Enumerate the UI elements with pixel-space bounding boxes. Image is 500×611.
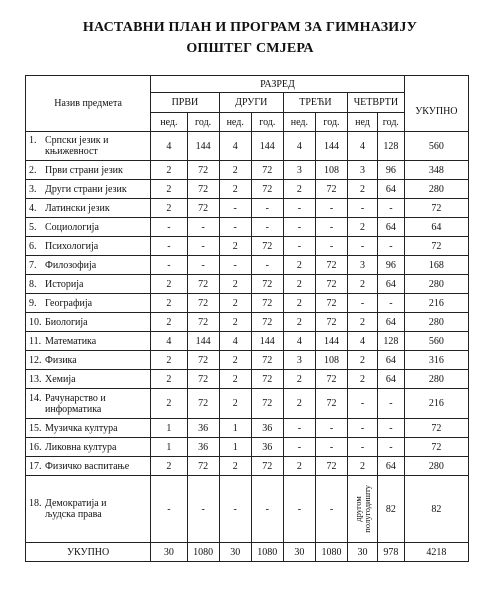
subject-number: 13.: [29, 373, 42, 385]
table-row: [26, 419, 469, 438]
value-cell: 4: [348, 132, 378, 161]
value-cell: 3: [348, 256, 378, 275]
total-row: [26, 543, 469, 562]
value-cell: 72: [187, 199, 219, 218]
value-cell: 72: [187, 313, 219, 332]
value-cell: -: [251, 218, 283, 237]
semester-note: [354, 485, 372, 533]
value-cell: 2: [219, 370, 251, 389]
subject-cell: [26, 294, 151, 313]
subject-name: Математика: [45, 335, 97, 347]
table-row: [26, 218, 469, 237]
subject-name: Српски језик и књижевност: [45, 135, 109, 157]
value-cell: 72: [315, 256, 347, 275]
subject-cell: [26, 370, 151, 389]
year-1-header: ПРВИ: [151, 93, 219, 113]
value-cell: -: [251, 199, 283, 218]
subject-name: Демократија и људска права: [45, 498, 107, 520]
total-value-cell: 30: [283, 543, 315, 562]
value-cell: 2: [283, 256, 315, 275]
value-cell: -: [348, 199, 378, 218]
subject-cell: [26, 256, 151, 275]
value-cell: -: [219, 199, 251, 218]
total-cell: 82: [404, 476, 468, 543]
subject-cell: [26, 457, 151, 476]
value-cell: 64: [377, 180, 404, 199]
value-cell: 2: [283, 457, 315, 476]
value-cell: 144: [251, 132, 283, 161]
value-cell: -: [151, 218, 187, 237]
table-row: [26, 438, 469, 457]
total-header: УКУПНО: [404, 93, 468, 132]
value-cell: 2: [151, 457, 187, 476]
value-cell: 108: [315, 351, 347, 370]
total-value-cell: 30: [151, 543, 187, 562]
value-cell: 72: [251, 370, 283, 389]
value-cell: 144: [315, 132, 347, 161]
value-cell: -: [348, 438, 378, 457]
table-row: [26, 161, 469, 180]
table-row: [26, 256, 469, 275]
value-cell: 144: [315, 332, 347, 351]
value-cell: 64: [377, 351, 404, 370]
value-cell: -: [283, 237, 315, 256]
value-cell: 2: [151, 199, 187, 218]
subject-cell: [26, 476, 151, 543]
value-cell: -: [377, 438, 404, 457]
value-cell: -: [187, 237, 219, 256]
subject-number: 16.: [29, 441, 42, 453]
page-subtitle: ОПШТЕГ СМЈЕРА: [186, 41, 314, 56]
value-cell: 2: [219, 275, 251, 294]
value-cell: 72: [251, 237, 283, 256]
value-cell: 72: [251, 389, 283, 419]
value-cell: 2: [219, 457, 251, 476]
value-cell: 36: [251, 419, 283, 438]
table-row: [26, 294, 469, 313]
value-cell: 144: [251, 332, 283, 351]
subject-name: Географија: [45, 297, 93, 309]
value-cell: 2: [219, 237, 251, 256]
value-cell: -: [315, 476, 347, 543]
yearly-subheader: год.: [187, 113, 219, 132]
subject-name: Рачунарство и информатика: [45, 392, 106, 415]
value-cell: -: [377, 389, 404, 419]
subject-cell: [26, 389, 151, 419]
subject-cell: [26, 438, 151, 457]
value-cell: 96: [377, 256, 404, 275]
value-cell: 1: [151, 419, 187, 438]
total-cell: 72: [404, 199, 468, 218]
subject-number: 15.: [29, 422, 42, 434]
subject-number: 5.: [29, 221, 37, 233]
value-cell: 72: [251, 457, 283, 476]
value-cell: -: [315, 218, 347, 237]
value-cell: 2: [151, 370, 187, 389]
value-cell: -: [315, 237, 347, 256]
yearly-subheader: год.: [251, 113, 283, 132]
subject-cell: [26, 351, 151, 370]
subject-number: 18.: [29, 498, 42, 509]
subject-cell: [26, 218, 151, 237]
value-cell: 4: [151, 332, 187, 351]
subject-cell: [26, 237, 151, 256]
total-cell: 316: [404, 351, 468, 370]
value-cell: 2: [283, 370, 315, 389]
value-cell: 2: [348, 275, 378, 294]
subject-cell: [26, 132, 151, 161]
value-cell: 2: [348, 313, 378, 332]
table-row: [26, 476, 469, 543]
value-cell: 2: [348, 351, 378, 370]
total-value-cell: 30: [219, 543, 251, 562]
value-cell: 64: [377, 275, 404, 294]
subject-name: Ликовна култура: [45, 441, 117, 453]
year-4-header: ЧЕТВРТИ: [348, 93, 405, 113]
value-cell: 2: [348, 218, 378, 237]
value-cell: 2: [219, 351, 251, 370]
value-cell: -: [348, 294, 378, 313]
table-row: [26, 332, 469, 351]
value-cell: -: [377, 237, 404, 256]
subject-number: 2.: [29, 164, 37, 176]
subject-name: Други страни језик: [45, 183, 127, 195]
value-cell: -: [348, 389, 378, 419]
subject-cell: [26, 161, 151, 180]
value-cell: 64: [377, 313, 404, 332]
value-cell: 2: [283, 389, 315, 419]
total-cell: 72: [404, 419, 468, 438]
table-row: [26, 313, 469, 332]
weekly-subheader: нед.: [151, 113, 187, 132]
value-cell: -: [219, 256, 251, 275]
table-row: [26, 351, 469, 370]
value-cell: 3: [283, 351, 315, 370]
table-row: [26, 389, 469, 419]
total-value-cell: 1080: [187, 543, 219, 562]
value-cell: 3: [348, 161, 378, 180]
total-cell: 72: [404, 438, 468, 457]
value-cell: 144: [187, 332, 219, 351]
value-cell: 72: [251, 275, 283, 294]
grade-header: РАЗРЕД: [151, 76, 405, 93]
value-cell: -: [151, 476, 187, 543]
table-row: [26, 132, 469, 161]
value-cell: 2: [283, 313, 315, 332]
subject-number: 8.: [29, 278, 37, 290]
table-row: [26, 199, 469, 218]
value-cell: 2: [219, 180, 251, 199]
subject-name: Филозофија: [45, 259, 97, 271]
total-cell: 280: [404, 457, 468, 476]
value-cell: 72: [251, 351, 283, 370]
total-cell: 348: [404, 161, 468, 180]
value-cell: 4: [219, 332, 251, 351]
subject-cell: [26, 332, 151, 351]
value-cell: 2: [283, 180, 315, 199]
value-cell: -: [151, 237, 187, 256]
subject-name: Физика: [45, 354, 77, 366]
value-cell: 2: [219, 313, 251, 332]
table-row: [26, 370, 469, 389]
total-cell: 64: [404, 218, 468, 237]
subject-number: 11.: [29, 335, 42, 347]
value-cell: 36: [187, 438, 219, 457]
subject-number: 6.: [29, 240, 37, 252]
value-cell: 2: [151, 351, 187, 370]
value-cell: 36: [187, 419, 219, 438]
subject-number: 7.: [29, 259, 37, 271]
value-cell: 1: [151, 438, 187, 457]
year-2-header: ДРУГИ: [219, 93, 283, 113]
value-cell: 144: [187, 132, 219, 161]
total-cell: 216: [404, 294, 468, 313]
subject-cell: [26, 199, 151, 218]
value-cell: 2: [219, 389, 251, 419]
total-cell: 280: [404, 370, 468, 389]
subject-number: 3.: [29, 183, 37, 195]
value-cell: 2: [151, 180, 187, 199]
subject-name: Психологија: [45, 240, 99, 252]
subject-cell: [26, 180, 151, 199]
value-cell: 2: [151, 313, 187, 332]
total-cell: 72: [404, 237, 468, 256]
value-cell: -: [219, 218, 251, 237]
weekly-subheader: нед.: [283, 113, 315, 132]
table-row: [26, 275, 469, 294]
value-cell: 108: [315, 161, 347, 180]
yearly-subheader: год.: [377, 113, 404, 132]
value-cell: 64: [377, 457, 404, 476]
value-cell: -: [283, 218, 315, 237]
value-cell: -: [315, 438, 347, 457]
value-cell: 2: [151, 294, 187, 313]
value-cell: [348, 476, 378, 543]
value-cell: 64: [377, 370, 404, 389]
value-cell: 72: [315, 180, 347, 199]
subject-number: 10.: [29, 316, 42, 328]
total-value-cell: 30: [348, 543, 378, 562]
value-cell: 82: [377, 476, 404, 543]
value-cell: 2: [151, 275, 187, 294]
year-3-header: ТРЕЋИ: [283, 93, 347, 113]
value-cell: 72: [187, 161, 219, 180]
total-value-cell: 1080: [315, 543, 347, 562]
value-cell: -: [315, 199, 347, 218]
value-cell: -: [283, 476, 315, 543]
subject-number: 14.: [29, 392, 42, 404]
weekly-subheader: нед: [348, 113, 378, 132]
value-cell: -: [377, 199, 404, 218]
value-cell: 4: [151, 132, 187, 161]
value-cell: 72: [315, 294, 347, 313]
value-cell: 72: [187, 457, 219, 476]
grand-total-cell: 4218: [404, 543, 468, 562]
value-cell: 2: [348, 370, 378, 389]
value-cell: 64: [377, 218, 404, 237]
total-header-top: [404, 76, 468, 93]
table-row: [26, 180, 469, 199]
value-cell: -: [187, 218, 219, 237]
value-cell: -: [348, 419, 378, 438]
table-row: [26, 237, 469, 256]
subject-number: 9.: [29, 297, 37, 309]
value-cell: -: [377, 419, 404, 438]
subject-name: Биологија: [45, 316, 88, 328]
value-cell: 72: [187, 351, 219, 370]
value-cell: 128: [377, 132, 404, 161]
subject-name: Хемија: [45, 373, 76, 385]
subject-cell: [26, 275, 151, 294]
total-cell: 280: [404, 180, 468, 199]
value-cell: 72: [251, 294, 283, 313]
total-cell: 560: [404, 332, 468, 351]
subject-number: 1.: [29, 135, 37, 146]
value-cell: -: [251, 256, 283, 275]
subject-number: 12.: [29, 354, 42, 366]
value-cell: 72: [187, 389, 219, 419]
value-cell: 72: [251, 161, 283, 180]
value-cell: 2: [151, 389, 187, 419]
value-cell: 2: [283, 294, 315, 313]
semester-note-line: полугодишту: [361, 485, 372, 533]
value-cell: -: [348, 237, 378, 256]
value-cell: 4: [348, 332, 378, 351]
value-cell: -: [187, 476, 219, 543]
value-cell: 96: [377, 161, 404, 180]
value-cell: 1: [219, 419, 251, 438]
value-cell: 2: [283, 275, 315, 294]
total-cell: 168: [404, 256, 468, 275]
value-cell: 3: [283, 161, 315, 180]
subject-name: Социологија: [45, 221, 99, 233]
subject-number: 17.: [29, 460, 42, 472]
value-cell: 72: [187, 180, 219, 199]
subject-name: Први страни језик: [45, 164, 123, 176]
subject-column-header: Назив предмета: [26, 76, 151, 132]
total-value-cell: 978: [377, 543, 404, 562]
total-value-cell: 1080: [251, 543, 283, 562]
curriculum-table: [25, 75, 469, 562]
value-cell: 4: [283, 132, 315, 161]
value-cell: -: [283, 419, 315, 438]
value-cell: -: [251, 476, 283, 543]
value-cell: 72: [315, 275, 347, 294]
value-cell: 72: [251, 313, 283, 332]
value-cell: 2: [219, 294, 251, 313]
total-row-label: УКУПНО: [26, 543, 151, 562]
value-cell: 2: [151, 161, 187, 180]
value-cell: -: [219, 476, 251, 543]
value-cell: 72: [315, 313, 347, 332]
value-cell: 72: [187, 275, 219, 294]
value-cell: 2: [348, 180, 378, 199]
subject-name: Историја: [45, 278, 84, 290]
value-cell: -: [283, 199, 315, 218]
subject-cell: [26, 419, 151, 438]
subject-name: Физичко васпитање: [45, 460, 130, 472]
value-cell: 128: [377, 332, 404, 351]
subject-name: Музичка култура: [45, 422, 118, 434]
value-cell: 72: [251, 180, 283, 199]
yearly-subheader: год.: [315, 113, 347, 132]
value-cell: 72: [315, 457, 347, 476]
value-cell: 2: [348, 457, 378, 476]
value-cell: -: [377, 294, 404, 313]
value-cell: 4: [219, 132, 251, 161]
value-cell: -: [283, 438, 315, 457]
value-cell: 4: [283, 332, 315, 351]
semester-note-line: другом: [352, 496, 363, 522]
value-cell: -: [187, 256, 219, 275]
value-cell: -: [151, 256, 187, 275]
total-cell: 216: [404, 389, 468, 419]
value-cell: -: [315, 419, 347, 438]
weekly-subheader: нед.: [219, 113, 251, 132]
value-cell: 72: [315, 389, 347, 419]
subject-cell: [26, 313, 151, 332]
page-title: НАСТАВНИ ПЛАН И ПРОГРАМ ЗА ГИМНАЗИЈУ: [82, 20, 418, 35]
value-cell: 36: [251, 438, 283, 457]
total-cell: 280: [404, 275, 468, 294]
value-cell: 2: [219, 161, 251, 180]
total-cell: 560: [404, 132, 468, 161]
subject-name: Латински језик: [45, 202, 110, 214]
total-cell: 280: [404, 313, 468, 332]
value-cell: 72: [315, 370, 347, 389]
table-row: [26, 457, 469, 476]
subject-number: 4.: [29, 202, 37, 214]
value-cell: 72: [187, 370, 219, 389]
value-cell: 1: [219, 438, 251, 457]
value-cell: 72: [187, 294, 219, 313]
